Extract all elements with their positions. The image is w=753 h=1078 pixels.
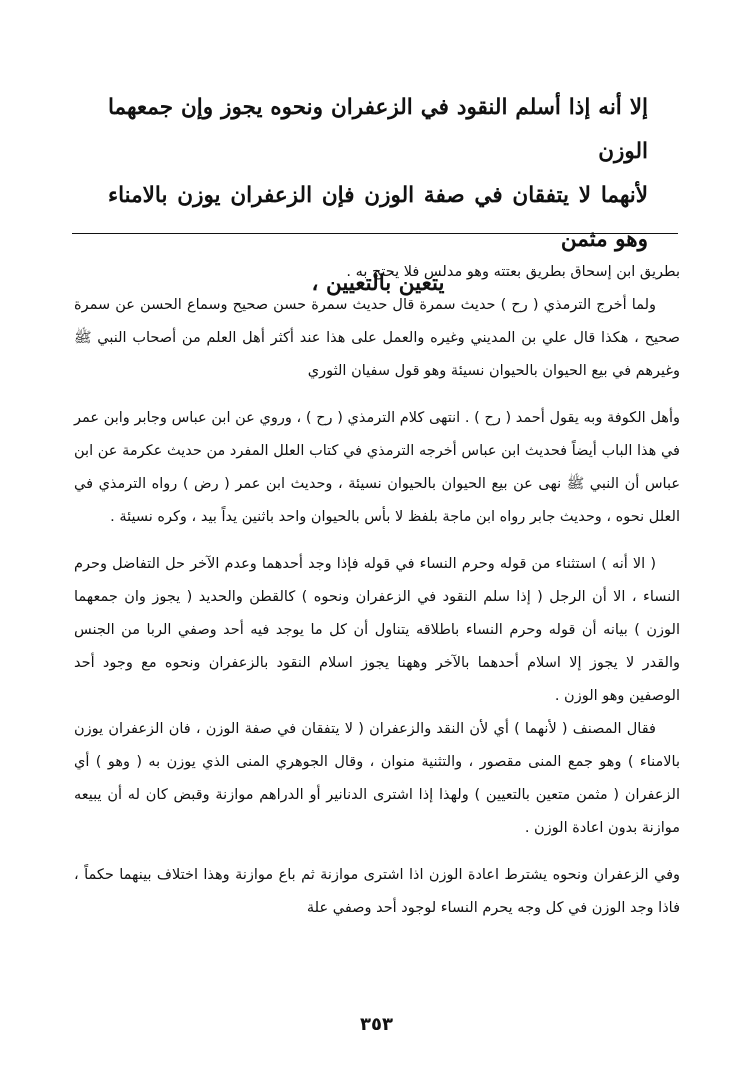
page-number: ٣٥٣ [360, 1014, 393, 1035]
commentary-paragraph-2: ولما أخرج الترمذي ( رح ) حديث سمرة قال حديث سمرة حسن صحيح وسماع الحسن عن سمرة صحيح ، هكذا قال علي بن المديني وغيره والعمل على هذا عند أكثر أهل العلم من أصحاب النبي ﷺ وغيرهم في بيع الحيوان بالحيوان نسيئة وهو قول سفيان الثوري [74, 297, 680, 379]
commentary-paragraph-1: بطريق ابن إسحاق بطريق بعتته وهو مدلس فلا يحتج به . [346, 264, 680, 280]
commentary-block [74, 256, 680, 925]
commentary-paragraph-6: وفي الزعفران ونحوه يشترط اعادة الوزن اذا اشترى موازنة ثم باع موازنة وهذا اختلاف بينهما حكماً ، فاذا وجد الوزن في كل وجه يحرم النساء لوجود أحد وصفي علة [74, 867, 680, 916]
matn-line-2: لأنهما لا يتفقان في صفة الوزن فإن الزعفران يوزن بالامناء وهو مثمن [108, 183, 648, 252]
matn-line-3: يتعين بالتعيين ، [311, 271, 445, 296]
matn-line-1: إلا أنه إذا أسلم النقود في الزعفران ونحوه يجوز وإن جمعهما الوزن [108, 95, 648, 164]
commentary-paragraph-3: وأهل الكوفة وبه يقول أحمد ( رح ) . انتهى كلام الترمذي ( رح ) ، وروي عن ابن عباس وجابر وابن عمر في هذا الباب أيضاً فحديث ابن عباس أخرجه الترمذي في كتاب العلل المفرد من حديث عكرمة عن ابن عباس أن النبي ﷺ نهى عن بيع الحيوان بالحيوان نسيئة ، وحديث ابن عمر ( رض ) رواه الترمذي في العلل نحوه ، وحديث جابر رواه ابن ماجة بلفظ لا بأس بالحيوان واحد باثنين يداً بيد ، وكره نسيئة . [74, 410, 680, 525]
separator-rule [72, 233, 678, 234]
commentary-paragraph-5: فقال المصنف ( لأنهما ) أي لأن النقد والزعفران ( لا يتفقان في صفة الوزن ، فان الزعفران يوزن بالامناء ) وهو جمع المنى مقصور ، والتثنية منوان ، وقال الجوهري المنى الذي يوزن به ( وهو ) أي الزعفران ( مثمن متعين بالتعيين ) ولهذا إذا اشترى الدنانير أو الدراهم موازنة وقبض كان له أن يبيعه موازنة بدون اعادة الوزن . [74, 721, 680, 836]
commentary-paragraph-4: ( الا أنه ) استثناء من قوله وحرم النساء في قوله فإذا وجد أحدهما وعدم الآخر حل التفاضل وحرم النساء ، الا أن الرجل ( إذا سلم النقود في الزعفران ونحوه ) كالقطن والحديد ( يجوز وان جمعهما الوزن ) بيانه أن قوله وحرم النساء باطلاقه يتناول أن كل ما يوجد فيه أحد وصفي الربا من الجنس والقدر لا يجوز إلا اسلام أحدهما بالآخر وههنا يجوز اسلام النقود بالزعفران ونحوه مع وجود أحد الوصفين وهو الوزن . [74, 556, 680, 704]
